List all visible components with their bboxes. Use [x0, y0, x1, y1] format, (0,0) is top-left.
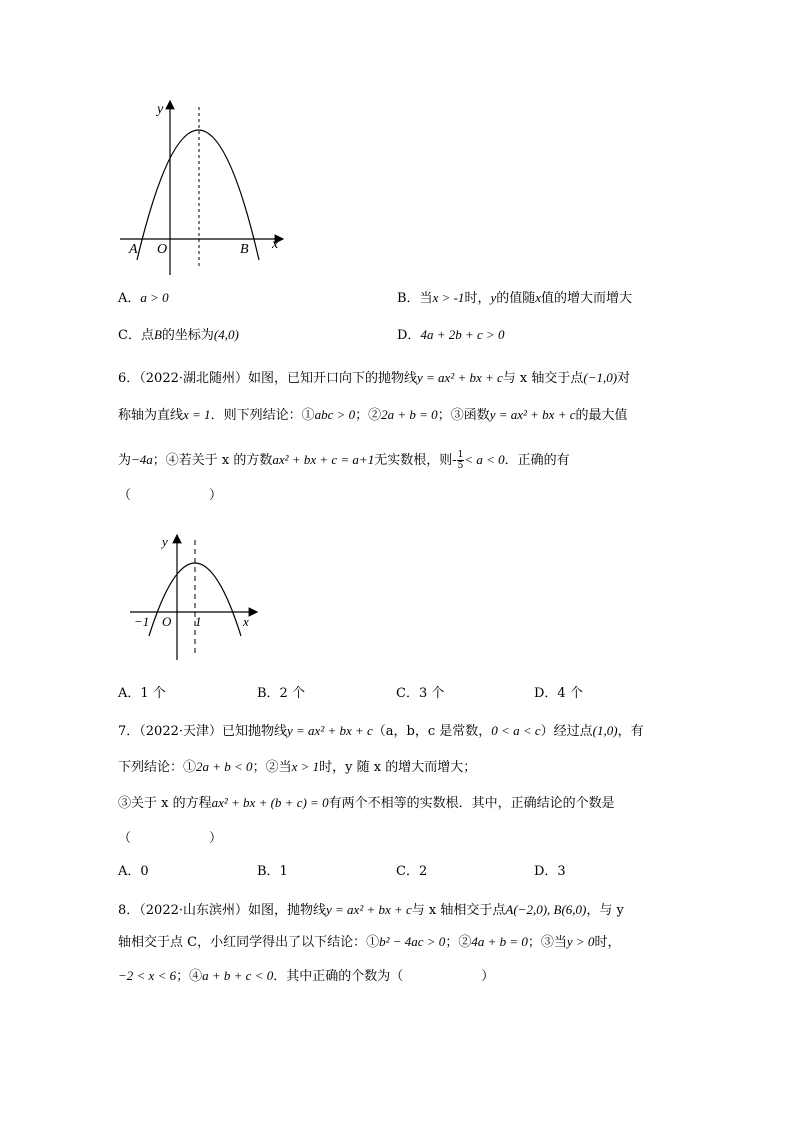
q6-option-c: C．3 个 [396, 686, 445, 701]
parabola-curve [137, 130, 259, 260]
y-label: y [162, 534, 168, 549]
A-label: A [129, 242, 138, 257]
q6-option-d: D．4 个 [534, 686, 583, 701]
q6-option-a: A．1 个 [118, 686, 166, 701]
fraction-one-fifth: $\frac{1}{5}$ [457, 450, 464, 471]
q7-line-2: 下列结论：①2a + b < 0；②当x > 1时，y 随 x 的增大而增大； [118, 759, 477, 775]
q5-option-b: B．当x > -1时，y的值随x值的增大而增大 [397, 290, 633, 306]
y-label: y [157, 102, 164, 117]
one-label: 1 [195, 614, 202, 629]
q7-option-a: A．0 [118, 864, 149, 879]
x-label: x [243, 614, 249, 629]
q6-answer-paren: （ ） [118, 488, 223, 503]
q5-option-a: A．a > 0 [118, 290, 169, 306]
neg-one-label: −1 [134, 614, 150, 629]
q6-option-b: B．2 个 [257, 686, 305, 701]
q5-option-c: C．点B的坐标为(4,0) [118, 327, 239, 343]
q8-line-3: −2 < x < 6；④a + b + c < 0．其中正确的个数为（ ） [118, 968, 495, 984]
q6-line-2: 称轴为直线x = 1．则下列结论：①abc > 0；②2a + b = 0；③函数y = ax² + bx + c的最大值 [118, 407, 628, 423]
q6-line-3: 为−4a；④若关于 x 的方数ax² + bx + c = a+1无实数根，则- $\frac{1}{5}$ < a < 0．正确的有 [118, 450, 570, 471]
q5-option-d: D．4a + 2b + c > 0 [397, 327, 505, 343]
parabola-figure-1 [115, 95, 290, 280]
B-label: B [240, 242, 249, 257]
q8-line-1: 8．（2022·山东滨州）如图，抛物线y = ax² + bx + c与 x 轴相交于点A(−2,0), B(6,0)，与 y [118, 902, 624, 918]
q7-line-1: 7．（2022·天津）已知抛物线y = ax² + bx + c（a，b，c 是常数，0 < a < c）经过点(1,0)，有 [118, 723, 644, 739]
x-label: x [272, 237, 279, 252]
O-label: O [157, 242, 168, 257]
q8-line-2: 轴相交于点 C，小红同学得出了以下结论：①b² − 4ac > 0；②4a + b = 0；③当y > 0时， [118, 934, 621, 950]
O-label: O [162, 614, 172, 629]
q7-option-c: C．2 [396, 864, 428, 879]
q7-answer-paren: （ ） [118, 831, 223, 846]
q7-option-b: B．1 [257, 864, 288, 879]
parabola-figure-2 [125, 530, 265, 665]
q7-line-3: ③关于 x 的方程ax² + bx + (b + c) = 0有两个不相等的实数根．其中，正确结论的个数是 [118, 795, 615, 811]
q7-option-d: D．3 [534, 864, 566, 879]
q6-line-1: 6．（2022·湖北随州）如图，已知开口向下的抛物线y = ax² + bx + c与 x 轴交于点(−1,0)对 [118, 370, 631, 386]
